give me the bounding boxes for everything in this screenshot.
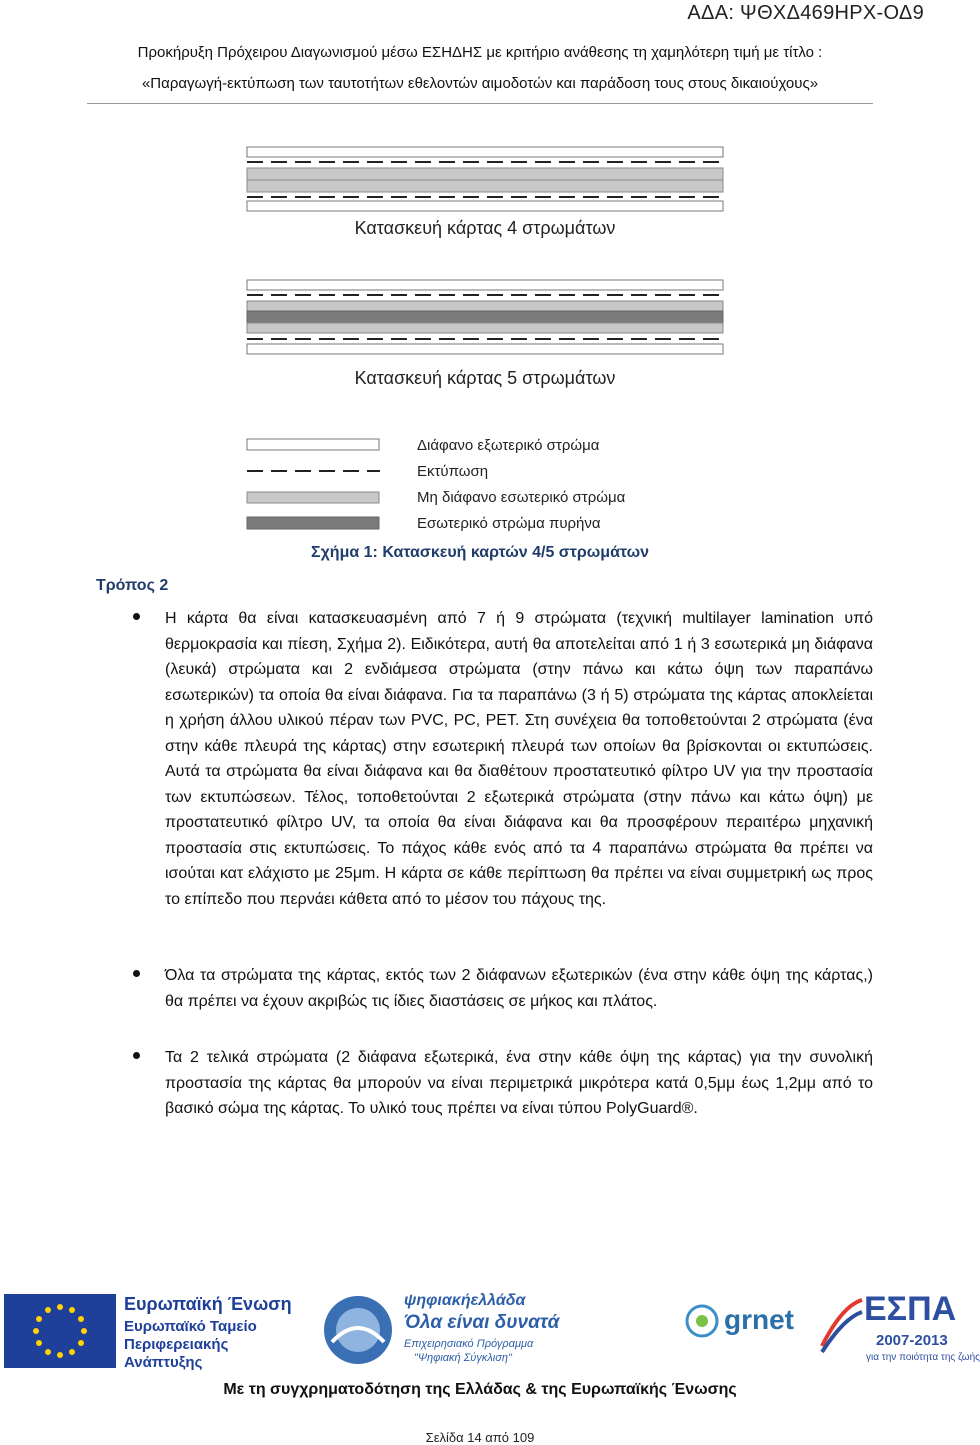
layer-transparent-top [247,147,723,157]
bullet-icon [133,1052,140,1059]
page-number: Σελίδα 14 από 109 [425,1430,535,1445]
legend-label-print: Εκτύπωση [417,463,489,480]
figure-title: Σχήμα 1: Κατασκευή καρτών 4/5 στρωμάτων [310,544,650,561]
bullet-icon [133,970,140,977]
bullet-item [133,606,873,912]
section-heading: Τρόπος 2 [96,577,169,594]
layer-opaque-2 [247,180,723,192]
digital-greece-line2: "Ψηφιακή Σύγκλιση" [414,1352,512,1364]
layer-transparent-top [247,280,723,290]
eu-logo-line2: Περιφερειακής [124,1336,229,1353]
grnet-emblem-icon [684,1304,720,1338]
bullet-item [133,1045,873,1122]
espa-wave-icon [820,1296,864,1354]
layer-opaque-1 [247,168,723,180]
eu-logo [4,1290,304,1370]
eu-logo-title: Ευρωπαϊκή Ένωση [124,1294,292,1314]
card-4-layer-diagram [246,146,724,212]
header-line-1: Προκήρυξη Πρόχειρου Διαγωνισμού μέσω ΕΣΗΔΗΣ με κριτήριο ανάθεσης τη χαμηλότερη τιμή με τίτλο : [137,44,823,61]
caption-4-layer: Κατασκευή κάρτας 4 στρωμάτων [354,218,616,238]
digital-greece-title: ψηφιακήελλάδα [404,1292,526,1309]
layer-opaque-1 [247,301,723,311]
digital-greece-emblem-icon [322,1294,394,1366]
grnet-logo [684,1290,824,1370]
ada-code: ΑΔΑ: ΨΘΧΔ469ΗΡΧ-ΟΔ9 [687,2,924,24]
digital-greece-slogan: Όλα είναι δυνατά [404,1312,560,1333]
legend-label-core: Εσωτερικό στρώμα πυρήνα [417,515,601,532]
legend-swatches [246,437,382,533]
bullet-text: Όλα τα στρώματα της κάρτας, εκτός των 2 διάφανων εξωτερικών (ένα στην κάθε όψη της κάρτας,) θα πρέπει να έχουν ακριβώς τις ίδιες διαστάσεις σε μήκος και πλάτος. [165,967,873,1010]
bullet-item [133,963,873,1014]
bullet-icon [133,613,140,620]
digital-greece-line1: Επιχειρησιακό Πρόγραμμα [404,1338,534,1350]
eu-logo-line3: Ανάπτυξης [124,1354,203,1371]
legend-label-opaque: Μη διάφανο εσωτερικό στρώμα [417,489,626,506]
legend-swatch-transparent [247,439,379,450]
bullet-text: Τα 2 τελικά στρώματα (2 διάφανα εξωτερικά, ένα στην κάθε όψη της κάρτας) για την συνολική προστασία της κάρτας θα μπορούν να είναι περιμετρικά μικρότερα κατά 0,5μμ έως 1,2μμ από το βασικό σώμα της κάρτας. Το υλικό τους πρέπει να είναι τύπου PolyGuard®. [165,1049,873,1117]
legend-swatch-opaque [247,492,379,503]
espa-slogan: για την ποιότητα της ζωής [866,1352,980,1363]
eu-logo-line1: Ευρωπαϊκό Ταμείο [124,1318,257,1335]
header-line-2: «Παραγωγή-εκτύπωση των ταυτοτήτων εθελοντών αιμοδοτών και παράδοση τους στους δικαιούχους» [141,75,819,92]
layer-transparent-bottom [247,201,723,211]
funding-statement: Με τη συγχρηματοδότηση της Ελλάδας & της Ευρωπαϊκής Ένωσης [223,1381,737,1398]
header-rule [87,103,873,104]
legend-label-transparent: Διάφανο εξωτερικό στρώμα [417,437,600,454]
espa-years: 2007-2013 [876,1332,948,1349]
grnet-name: grnet [724,1304,794,1335]
digital-greece-logo [322,1290,592,1370]
layer-transparent-bottom [247,344,723,354]
caption-5-layer: Κατασκευή κάρτας 5 στρωμάτων [354,368,616,388]
bullet-text: Η κάρτα θα είναι κατασκευασμένη από 7 ή 9 στρώματα (τεχνική multilayer lamination υπό θερμοκρασία και πίεση, Σχήμα 2). Ειδικότερα, αυτή θα αποτελείται από 1 ή 3 εσωτερικά μη διάφανα (λευκά) στρώματα και 2 ενδιάμεσα στρώματα (στην πάνω και κάτω όψη των παραπάνω εσωτερικών) τα οποία θα είναι διάφανα. Για τα παραπάνω (3 ή 5) στρώματα της κάρτας αποκλείεται η χρήση άλλου υλικού πέραν των PVC, PC, PET. Στη συνέχεια θα τοποθετούνται 2 στρώματα (ένα στην κάθε πλευρά της κάρτας) στην εσωτερική πλευρά των οποίων θα βρίσκονται οι εκτυπώσεις. Αυτά τα στρώματα θα είναι διάφανα και θα διαθέτουν προστατευτικό φίλτρο UV για την προστασία των εκτυπώσεων. Τέλος, τοποθετούνται 2 εξωτερικά στρώματα (στην πάνω και κάτω όψη) με προστατευτικό φίλτρο UV, τα οποία θα είναι διάφανα και θα προσφέρουν περαιτέρω μηχανική προστασία στις εκτυπώσεις. Το πάχος κάθε ενός από τα 4 παραπάνω στρώματα θα πρέπει να ισούται κατ ελάχιστο με 25μm. Η κάρτα σε κάθε περίπτωση θα πρέπει να είναι συμμετρική ως προς το επίπεδο που περνάει κάθετα από το μέσον του πάχους της. [165,610,873,908]
layer-opaque-2 [247,323,723,333]
espa-name: ΕΣΠΑ [864,1290,957,1328]
card-5-layer-diagram [246,279,724,355]
legend-swatch-core [247,517,379,529]
espa-logo [820,1290,980,1370]
layer-core [247,311,723,323]
eu-flag-icon [4,1294,116,1368]
